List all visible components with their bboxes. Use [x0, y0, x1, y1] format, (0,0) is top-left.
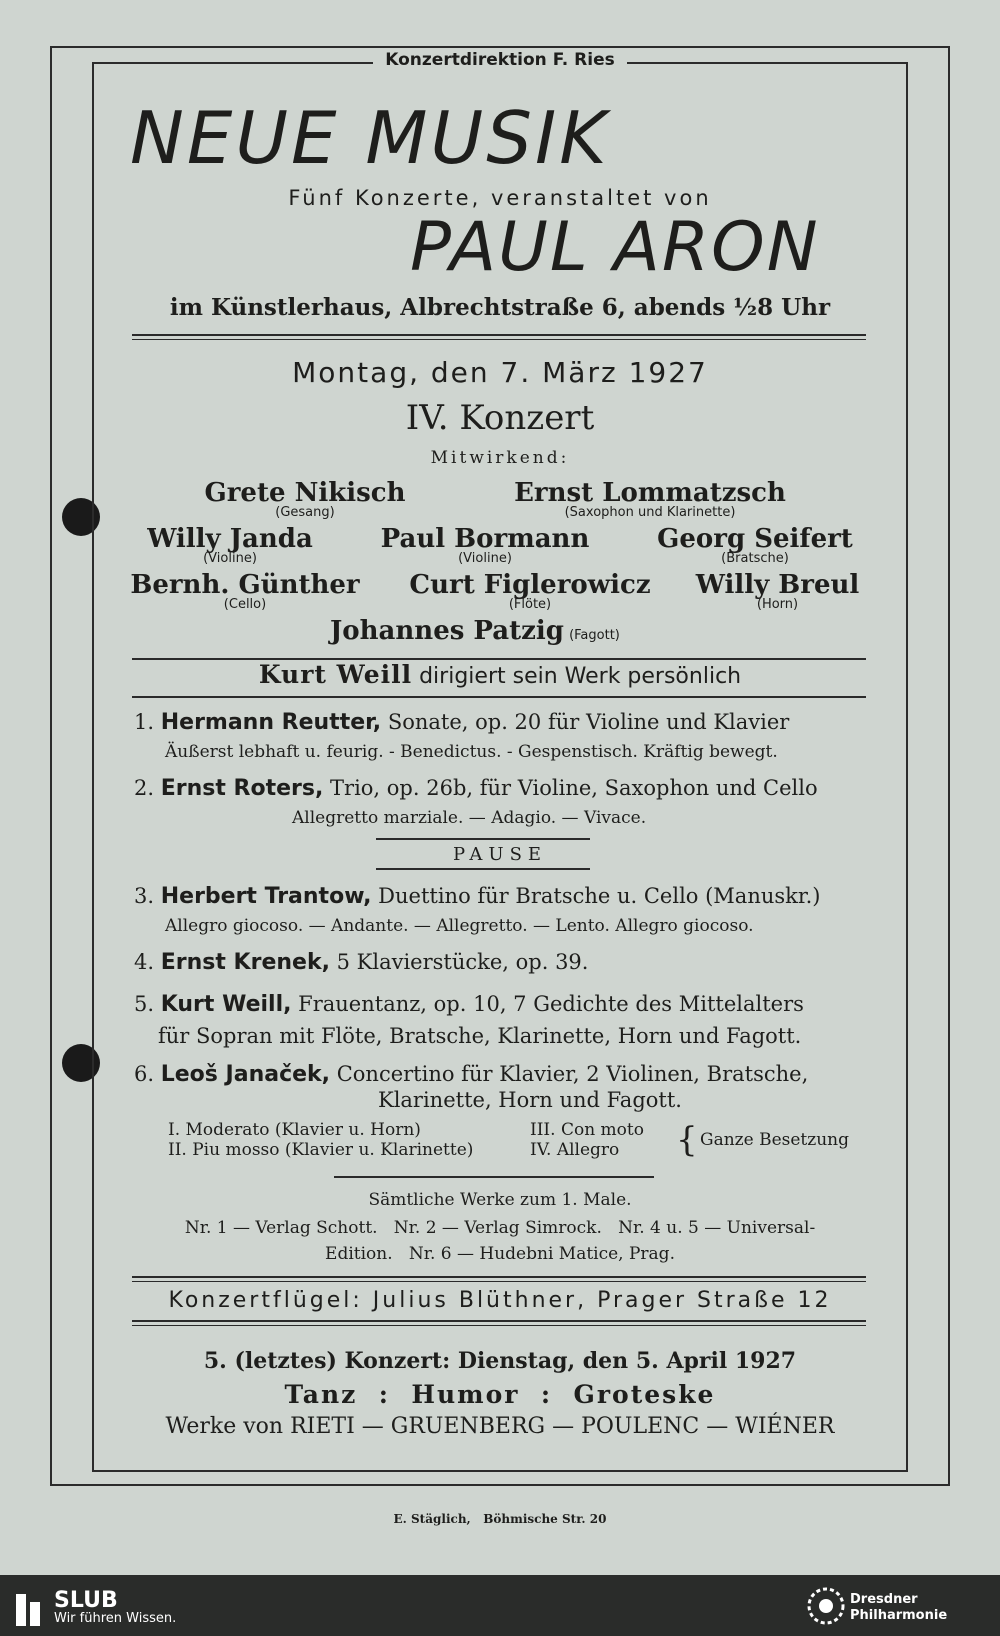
publishers-note: Nr. 1 — Verlag Schott. Nr. 2 — Verlag Simrock. Nr. 4 u. 5 — Universal-: [184, 1218, 816, 1238]
divider: [132, 696, 866, 698]
janacek-movement: III. Con moto: [530, 1120, 644, 1140]
divider: [376, 838, 590, 840]
agency-header: Konzertdirektion F. Ries: [0, 50, 1000, 70]
program-item: 1. Hermann Reutter, Sonate, op. 20 für Violine und Klavier: [134, 710, 790, 735]
movements: Allegretto marziale. — Adagio. — Vivace.: [292, 808, 647, 828]
brace: {: [676, 1120, 698, 1160]
divider: [132, 1276, 866, 1282]
next-concert: 5. (letztes) Konzert: Dienstag, den 5. April 1927: [203, 1348, 797, 1374]
philharmonie-logo-text: Dresdner Philharmonie: [850, 1592, 948, 1623]
premiere-note: Sämtliche Werke zum 1. Male.: [368, 1190, 632, 1210]
divider: [376, 868, 590, 870]
program-item-continued: für Sopran mit Flöte, Bratsche, Klarinette, Horn und Fagott.: [158, 1024, 802, 1048]
performer: Willy Breul (Horn): [695, 570, 860, 612]
next-concert-theme: Tanz : Humor : Groteske: [284, 1380, 716, 1409]
divider: [132, 1320, 866, 1326]
performer: Ernst Lommatzsch (Saxophon und Klarinette): [514, 478, 786, 520]
slub-logo: SLUB Wir führen Wissen.: [14, 1588, 176, 1626]
conductor-note: Kurt Weill dirigiert sein Werk persönlich: [258, 660, 742, 689]
next-concert-composers: Werke von RIETI — GRUENBERG — POULENC — WIÉNER: [165, 1414, 835, 1439]
janacek-movement: I. Moderato (Klavier u. Horn): [168, 1120, 421, 1140]
janacek-movement: IV. Allegro: [530, 1140, 620, 1160]
program-item: 4. Ernst Krenek, 5 Klavierstücke, op. 39.: [134, 950, 589, 975]
divider: [334, 1176, 654, 1178]
janacek-movement: II. Piu mosso (Klavier u. Klarinette): [168, 1140, 474, 1160]
concert-date: Montag, den 7. März 1927: [292, 356, 708, 389]
philharmonie-logo-icon: [806, 1586, 846, 1630]
piano-note: Konzertflügel: Julius Blüthner, Prager Straße 12: [168, 1288, 832, 1313]
organizer-name: PAUL ARON: [410, 208, 820, 287]
full-ensemble: Ganze Besetzung: [700, 1130, 849, 1150]
performer: Paul Bormann (Violine): [380, 524, 590, 566]
slub-mark-icon: [14, 1592, 44, 1628]
performer: Johannes Patzig (Fagott): [330, 616, 620, 646]
movements: Äußerst lebhaft u. feurig. - Benedictus. - Gespenstisch. Kräftig bewegt.: [165, 742, 778, 762]
program-item: 3. Herbert Trantow, Duettino für Bratsche u. Cello (Manuskr.): [134, 884, 821, 909]
main-title: NEUE MUSIK: [130, 96, 610, 180]
performer: Georg Seifert (Bratsche): [657, 524, 853, 566]
participants-label: Mitwirkend:: [430, 448, 570, 468]
divider: [132, 334, 866, 340]
program-item: 5. Kurt Weill, Frauentanz, op. 10, 7 Gedichte des Mittelalters: [134, 992, 804, 1017]
performer: Willy Janda (Violine): [147, 524, 313, 566]
publishers-note: Edition. Nr. 6 — Hudebni Matice, Prag.: [325, 1244, 675, 1264]
movements: Allegro giocoso. — Andante. — Allegretto. — Lento. Allegro giocoso.: [165, 916, 754, 936]
venue-line: im Künstlerhaus, Albrechtstraße 6, abends ½8 Uhr: [169, 294, 831, 321]
performer: Bernh. Günther (Cello): [130, 570, 360, 612]
program-item-continued: Klarinette, Horn und Fagott.: [378, 1088, 682, 1112]
concert-number: IV. Konzert: [405, 398, 595, 438]
performer: Curt Figlerowicz (Flöte): [409, 570, 651, 612]
program-item: 6. Leoš Janaček, Concertino für Klavier, 2 Violinen, Bratsche,: [134, 1062, 809, 1087]
printer-note: E. Stäglich, Böhmische Str. 20: [393, 1512, 607, 1526]
program-item: 2. Ernst Roters, Trio, op. 26b, für Violine, Saxophon und Cello: [134, 776, 818, 801]
performer: Grete Nikisch (Gesang): [204, 478, 406, 520]
pause-label: PAUSE: [452, 844, 548, 865]
subtitle: Fünf Konzerte, veranstaltet von: [288, 186, 712, 210]
